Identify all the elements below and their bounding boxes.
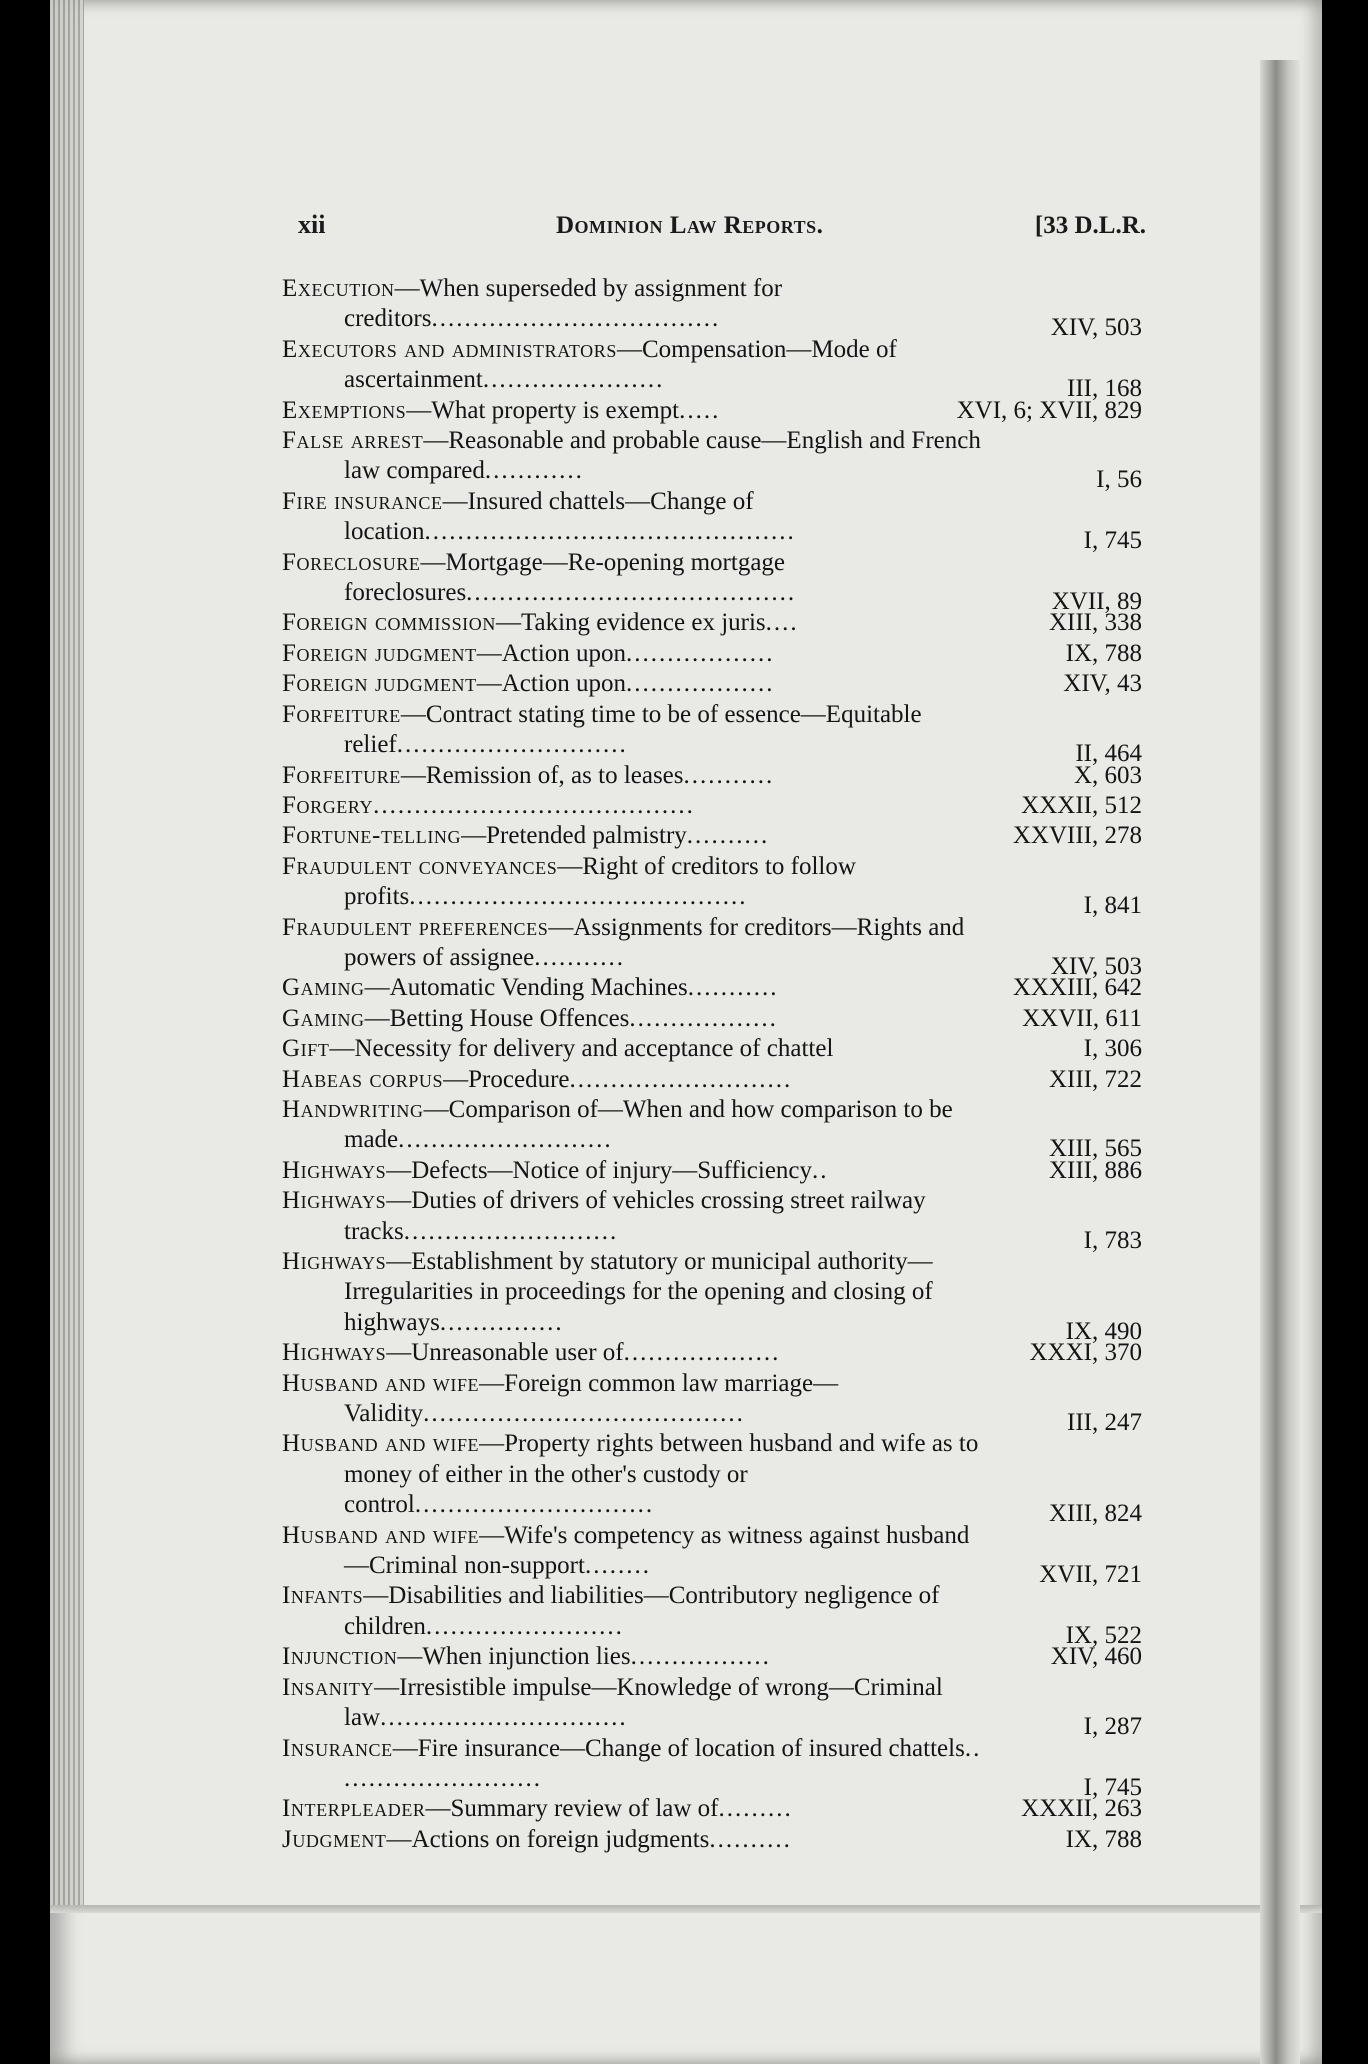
entry-heading: Foreclosure bbox=[282, 548, 421, 576]
leader-dots: .. bbox=[812, 1156, 829, 1184]
entry-heading: Highways bbox=[282, 1187, 387, 1215]
entry-reference: XIV, 460 bbox=[1050, 1643, 1142, 1671]
entry-heading: Forfeiture bbox=[282, 700, 401, 728]
leader-dots: ........................... bbox=[569, 1065, 793, 1093]
entry-heading: Executors and administrators bbox=[282, 335, 617, 363]
entry-heading: Gift bbox=[282, 1035, 330, 1063]
entry-reference: XIV, 503 bbox=[1050, 952, 1142, 980]
entry-text: —Taking evidence ex juris bbox=[495, 609, 766, 637]
entry-heading: Insanity bbox=[282, 1673, 375, 1701]
entry-reference: XXXI, 370 bbox=[1029, 1339, 1142, 1367]
leader-dots: ........................ bbox=[425, 1612, 624, 1640]
entry-reference: I, 745 bbox=[1083, 1773, 1142, 1801]
entry-heading: Judgment bbox=[282, 1825, 387, 1853]
index-entry bbox=[282, 639, 1142, 669]
entry-heading: Husband and wife bbox=[282, 1430, 480, 1458]
entry-text: —Fire insurance—Change of location of insured chattels bbox=[392, 1734, 965, 1762]
leader-dots: ........ bbox=[584, 1552, 651, 1580]
entry-text: —Actions on foreign judgments bbox=[386, 1825, 710, 1853]
leader-dots: ..... bbox=[679, 396, 721, 424]
entry-text: —Betting House Offences bbox=[364, 1004, 630, 1032]
entry-heading: Highways bbox=[282, 1339, 387, 1367]
index-entry bbox=[282, 1521, 1142, 1589]
leader-dots: ........... bbox=[683, 761, 775, 789]
page-title: Dominion Law Reports. bbox=[556, 212, 824, 239]
index-entry bbox=[282, 1338, 1142, 1368]
entry-heading: Foreign commission bbox=[282, 609, 496, 637]
index-entry bbox=[282, 913, 1142, 980]
entry-reference: XIII, 338 bbox=[1048, 609, 1142, 637]
index-entry bbox=[282, 1065, 1142, 1095]
leader-dots: ............................. bbox=[414, 1491, 655, 1519]
entry-text: —Comparison of—When and how comparison to be made bbox=[344, 1095, 953, 1154]
entry-heading: Highways bbox=[282, 1156, 387, 1184]
index-entry bbox=[282, 973, 1142, 1003]
leader-dots: ......... bbox=[718, 1795, 793, 1823]
entry-text: —Foreign common law marriage—Validity bbox=[344, 1369, 839, 1428]
index-entry bbox=[282, 1247, 1142, 1345]
leader-dots: ............... bbox=[439, 1308, 564, 1336]
entry-reference: XXXII, 263 bbox=[1021, 1795, 1142, 1823]
leader-dots: ......................................... bbox=[409, 883, 748, 911]
entry-reference: I, 841 bbox=[1083, 892, 1142, 920]
index-entry bbox=[282, 487, 1142, 555]
entry-reference: XIII, 824 bbox=[1048, 1500, 1142, 1528]
entry-text: —Assignments for creditors—Rights and powers of assignee bbox=[344, 913, 965, 971]
entry-text: —Remission of, as to leases bbox=[400, 761, 684, 789]
leader-dots: .......................... bbox=[403, 1217, 619, 1245]
index-entry bbox=[282, 852, 1142, 920]
entry-heading: Foreign judgment bbox=[282, 639, 477, 667]
index-entry bbox=[282, 1673, 1142, 1741]
index-entry bbox=[282, 426, 1142, 494]
leader-dots: .. ........................ bbox=[344, 1734, 982, 1792]
entry-text: —Duties of drivers of vehicles crossing street railway tracks bbox=[344, 1187, 926, 1245]
index-entry bbox=[282, 1095, 1142, 1163]
entry-reference: XVI, 6; XVII, 829 bbox=[956, 396, 1142, 424]
entry-heading: Fraudulent preferences bbox=[282, 913, 549, 941]
leader-dots: ................. bbox=[630, 1643, 771, 1671]
page-number: xii bbox=[298, 210, 326, 239]
index-entry bbox=[282, 1369, 1142, 1437]
entry-heading: Forfeiture bbox=[282, 761, 401, 789]
entry-heading: Interpleader bbox=[282, 1795, 426, 1823]
leader-dots: ........... bbox=[687, 974, 779, 1002]
leader-dots: .......... bbox=[686, 822, 770, 850]
entry-reference: I, 287 bbox=[1083, 1713, 1142, 1741]
leader-dots: ........... bbox=[534, 943, 625, 971]
entry-text: —Contract stating time to be of essence—Equitable relief bbox=[344, 700, 922, 759]
leader-dots: ....................................... bbox=[373, 791, 695, 819]
entry-reference: XXVII, 611 bbox=[1022, 1004, 1142, 1032]
book-gutter bbox=[1260, 60, 1300, 2064]
entry-heading: Fraudulent conveyances bbox=[282, 852, 558, 880]
entry-text: —Automatic Vending Machines bbox=[364, 974, 688, 1002]
index-entry bbox=[282, 608, 1142, 638]
page-edge-bottom bbox=[50, 1905, 1322, 1913]
running-header bbox=[298, 206, 1146, 246]
entry-reference: XXXIII, 642 bbox=[1012, 974, 1142, 1002]
index-entry bbox=[282, 821, 1142, 851]
index-entry bbox=[282, 335, 1142, 403]
leader-dots: .................. bbox=[629, 1004, 778, 1032]
index-entry bbox=[282, 700, 1142, 768]
entry-reference: I, 306 bbox=[1083, 1035, 1142, 1063]
entry-text: —When superseded by assignment for creditors bbox=[344, 275, 783, 333]
entry-heading: Forgery bbox=[282, 791, 374, 819]
index-entry bbox=[282, 1004, 1142, 1034]
entry-reference: XXVIII, 278 bbox=[1012, 822, 1142, 850]
entry-text: —When injunction lies bbox=[397, 1643, 631, 1671]
page-edge-stack bbox=[50, 0, 84, 1910]
entry-text: —Unreasonable user of bbox=[386, 1339, 624, 1367]
entry-reference: IX, 788 bbox=[1065, 639, 1142, 667]
entry-text: —Pretended palmistry bbox=[461, 822, 687, 850]
entry-reference: XIV, 43 bbox=[1063, 670, 1142, 698]
entry-reference: XVII, 89 bbox=[1051, 588, 1142, 616]
entry-text: —Defects—Notice of injury—Sufficiency bbox=[386, 1156, 813, 1184]
entry-heading: Insurance bbox=[282, 1734, 393, 1762]
leader-dots: ............ bbox=[484, 457, 584, 485]
entry-text: —Property rights between husband and wife as to money of either in the other's custody or control bbox=[344, 1430, 979, 1519]
index-entry bbox=[282, 548, 1142, 616]
entry-reference: XIV, 503 bbox=[1050, 314, 1142, 342]
leader-dots: ...................... bbox=[482, 366, 665, 394]
entry-reference: III, 247 bbox=[1067, 1409, 1142, 1437]
entry-reference: II, 464 bbox=[1075, 740, 1142, 768]
entry-text: —Necessity for delivery and acceptance of chattel bbox=[329, 1035, 834, 1063]
index-entry bbox=[282, 1034, 1142, 1064]
entry-heading: Fortune-telling bbox=[282, 822, 462, 850]
entry-heading: Husband and wife bbox=[282, 1369, 480, 1397]
entry-text: —Procedure bbox=[443, 1065, 570, 1093]
leader-dots: .......................... bbox=[398, 1126, 613, 1154]
index-entry bbox=[282, 791, 1142, 821]
entry-reference: III, 168 bbox=[1067, 375, 1142, 403]
leader-dots: ............................ bbox=[396, 731, 628, 759]
entry-reference: IX, 788 bbox=[1065, 1825, 1142, 1853]
entry-text: —Summary review of law of bbox=[425, 1795, 719, 1823]
entry-heading: Gaming bbox=[282, 974, 365, 1002]
leader-dots: ........................................ bbox=[466, 579, 797, 607]
volume-reference: [33 D.L.R. bbox=[1034, 212, 1146, 239]
leader-dots: .................. bbox=[626, 639, 775, 667]
entry-text: —Compensation—Mode of ascertainment bbox=[344, 335, 897, 394]
entry-heading: Husband and wife bbox=[282, 1521, 480, 1549]
entry-heading: Execution bbox=[282, 275, 395, 302]
entry-heading: Habeas corpus bbox=[282, 1065, 444, 1093]
index-entry bbox=[282, 1734, 1142, 1801]
index-entry bbox=[282, 1429, 1142, 1528]
leader-dots: .................. bbox=[626, 670, 775, 698]
index-entry bbox=[282, 669, 1142, 699]
entry-reference: I, 745 bbox=[1083, 527, 1142, 555]
index-entry bbox=[282, 1156, 1142, 1186]
entry-text: —Reasonable and probable cause—English and French law compared bbox=[344, 427, 981, 485]
entry-reference: XIII, 722 bbox=[1048, 1065, 1142, 1093]
entry-heading: Fire insurance bbox=[282, 487, 443, 515]
index-entry bbox=[282, 1825, 1142, 1855]
leader-dots: ................... bbox=[623, 1339, 781, 1367]
index-entries bbox=[282, 274, 1142, 1855]
leader-dots: ....................................... bbox=[423, 1400, 745, 1428]
entry-heading: Injunction bbox=[282, 1643, 398, 1671]
entry-text: —Right of creditors to follow profits bbox=[344, 852, 856, 911]
entry-heading: Infants bbox=[282, 1582, 364, 1610]
leader-dots: .... bbox=[765, 609, 799, 637]
leader-dots: .......... bbox=[709, 1825, 792, 1853]
entry-heading: Foreign judgment bbox=[282, 670, 477, 698]
entry-reference: I, 56 bbox=[1096, 466, 1142, 494]
index-entry bbox=[282, 1581, 1142, 1649]
entry-text: —Irresistible impulse—Knowledge of wrong—Criminal law bbox=[344, 1673, 943, 1732]
index-entry bbox=[282, 761, 1142, 791]
entry-reference: IX, 522 bbox=[1065, 1621, 1142, 1649]
entry-text: —Disabilities and liabilities—Contributory negligence of children bbox=[344, 1582, 940, 1640]
entry-reference: IX, 490 bbox=[1065, 1317, 1142, 1345]
index-entry bbox=[282, 396, 1142, 426]
index-entry bbox=[282, 1642, 1142, 1672]
entry-reference: XIII, 886 bbox=[1048, 1156, 1142, 1184]
index-entry bbox=[282, 1186, 1142, 1254]
entry-reference: I, 783 bbox=[1083, 1226, 1142, 1254]
entry-reference: XIII, 565 bbox=[1048, 1135, 1142, 1163]
entry-reference: XVII, 721 bbox=[1039, 1561, 1142, 1589]
entry-text: —Establishment by statutory or municipal authority—Irregularities in proceedings for the opening and closing of highways bbox=[344, 1248, 933, 1336]
entry-text: —Mortgage—Re-opening mortgage foreclosures bbox=[344, 548, 786, 607]
entry-heading: Exemptions bbox=[282, 396, 407, 424]
entry-text: —Wife's competency as witness against husband—Criminal non-support bbox=[344, 1521, 970, 1580]
leader-dots: ................................... bbox=[431, 305, 721, 333]
entry-heading: Highways bbox=[282, 1248, 387, 1275]
entry-text: —Action upon bbox=[476, 670, 627, 698]
entry-text: —Action upon bbox=[476, 639, 627, 667]
entry-text: —What property is exempt bbox=[406, 396, 680, 424]
entry-heading: Gaming bbox=[282, 1004, 365, 1032]
entry-reference: X, 603 bbox=[1073, 761, 1142, 789]
leader-dots: .............................. bbox=[380, 1704, 628, 1732]
index-entry bbox=[282, 1794, 1142, 1824]
index-entry bbox=[282, 274, 1142, 342]
entry-text: —Insured chattels—Change of location bbox=[344, 487, 754, 546]
entry-reference: XXXII, 512 bbox=[1021, 791, 1142, 819]
entry-heading: Handwriting bbox=[282, 1095, 424, 1123]
leader-dots: ............................................. bbox=[424, 518, 796, 546]
entry-heading: False arrest bbox=[282, 427, 424, 455]
